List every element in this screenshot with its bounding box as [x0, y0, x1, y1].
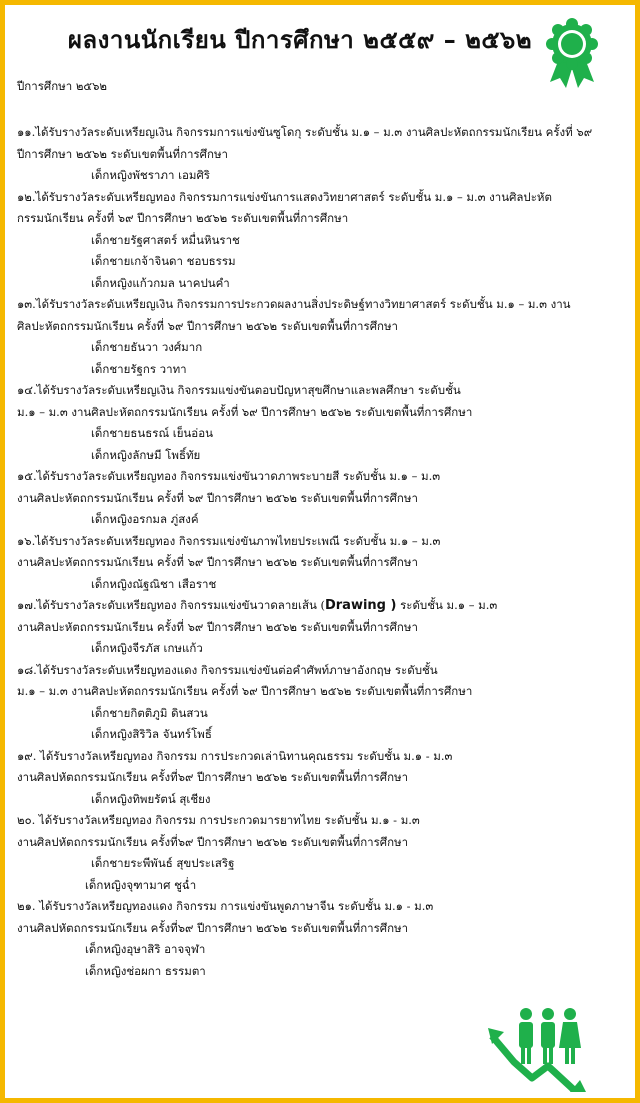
student-name: เด็กชายกิตติภูมิ ดินสวน — [91, 705, 208, 720]
award-line: ม.๑ – ม.๓ งานศิลปะหัตถกรรมนักเรียน ครั้งที่ ๖๙ ปีการศึกษา ๒๕๖๒ ระดับเขตพื้นที่การศึกษา — [17, 684, 473, 698]
student-name: เด็กหญิงจีรภัส เกษแก้ว — [91, 641, 203, 655]
award-entry-11 — [17, 122, 615, 187]
award-line-text: ระดับชั้น ม.๑ – ม.๓ — [396, 598, 498, 612]
student-name: เด็กหญิงสิริวิล จันทร์โพธิ์ — [91, 727, 212, 741]
award-line: ๑๘.ได้รับรางวัลระดับเหรียญทองแดง กิจกรรมแข่งขันต่อคำศัพท์ภาษาอังกฤษ ระดับชั้น — [17, 662, 438, 677]
student-name: เด็กหญิงอุษาสิริ อาจจุฬา — [85, 942, 206, 956]
student-name: เด็กหญิงพัชราภา เอมศิริ — [91, 168, 210, 182]
award-line: ๑๓.ได้รับรางวัลระดับเหรียญเงิน กิจกรรมการประกวดผลงานสิ่งประดิษฐ์ทางวิทยาศาสตร์ ระดับชั้น ม.๑ – ม.๓ งาน — [17, 297, 571, 311]
award-line: ม.๑ – ม.๓ งานศิลปะหัตถกรรมนักเรียน ครั้งที่ ๖๙ ปีการศึกษา ๒๕๖๒ ระดับเขตพื้นที่การศึกษา — [17, 404, 473, 419]
award-line: ๒๑. ได้รับรางวัลเหรียญทองแดง กิจกรรม การแข่งขันพูดภาษาจีน ระดับชั้น ม.๑ - ม.๓ — [17, 899, 434, 913]
student-name: เด็กชายธนธรณ์ เย็นอ่อน — [91, 426, 213, 440]
student-name: เด็กชายธันวา วงศ์มาก — [91, 340, 203, 354]
award-entry-13 — [17, 294, 615, 380]
award-line: งานศิลปะหัตถกรรมนักเรียน ครั้งที่ ๖๙ ปีการศึกษา ๒๕๖๒ ระดับเขตพื้นที่การศึกษา — [17, 490, 418, 505]
award-entry-21 — [17, 896, 615, 982]
award-line: งานศิลปะหัตถกรรมนักเรียน ครั้งที่ ๖๙ ปีการศึกษา ๒๕๖๒ ระดับเขตพื้นที่การศึกษา — [17, 619, 418, 634]
award-line: งานศิลปหัตถกรรมนักเรียน ครั้งที่๖๙ ปีการศึกษา ๒๕๖๒ ระดับเขตพื้นที่การศึกษา — [17, 834, 409, 849]
award-entry-19 — [17, 746, 615, 811]
award-line-text: ๑๗.ได้รับรางวัลระดับเหรียญทอง กิจกรรมแข่งขันวาดลายเส้น ( — [17, 598, 325, 612]
award-line: ๑๑.ได้รับรางวัลระดับเหรียญเงิน กิจกรรมการแข่งขันซูโดกุ ระดับชั้น ม.๑ – ม.๓ งานศิลปะหัตถกรรมนักเรียน ครั้งที่ ๖๙ — [17, 125, 593, 139]
student-name: เด็กหญิงช่อผกา ธรรมตา — [85, 963, 206, 978]
student-name: เด็กหญิงณัฐณิชา เสือราช — [91, 576, 217, 591]
drawing-label: Drawing ) — [324, 598, 397, 613]
award-line: งานศิลปหัตถกรรมนักเรียน ครั้งที่๖๙ ปีการศึกษา ๒๕๖๒ ระดับเขตพื้นที่การศึกษา — [17, 770, 409, 784]
student-name: เด็กชายรัฐกร วาทา — [91, 361, 187, 376]
award-ribbon-icon — [546, 18, 598, 90]
award-line: ๑๒.ได้รับรางวัลระดับเหรียญทอง กิจกรรมการแข่งขันการแสดงวิทยาศาสตร์ ระดับชั้น ม.๑ – ม.๓ งานศิลปะหัต — [17, 189, 552, 204]
award-entry-12 — [17, 187, 615, 295]
award-line: งานศิลปหัตถกรรมนักเรียน ครั้งที่๖๙ ปีการศึกษา ๒๕๖๒ ระดับเขตพื้นที่การศึกษา — [17, 920, 409, 935]
award-line: ๒๐. ได้รับรางวัลเหรียญทอง กิจกรรม การประกวดมารยาทไทย ระดับชั้น ม.๑ - ม.๓ — [17, 813, 420, 827]
student-name: เด็กหญิงแก้วกมล นาคปนคำ — [91, 275, 230, 290]
award-line: ปีการศึกษา ๒๕๖๒ ระดับเขตพื้นที่การศึกษา — [17, 146, 228, 161]
award-line: ๑๙. ได้รับรางวัลเหรียญทอง กิจกรรม การประกวดเล่านิทานคุณธรรม ระดับชั้น ม.๑ - ม.๓ — [17, 748, 453, 763]
award-entry-14 — [17, 380, 615, 466]
award-entry-20 — [17, 810, 615, 896]
award-line — [17, 595, 615, 617]
student-name: เด็กชายระพีพันธ์ สุขประเสริฐ — [91, 856, 235, 870]
student-name: เด็กหญิงอรกมล ภู่สงค์ — [91, 512, 199, 526]
award-line: ศิลปะหัตถกรรมนักเรียน ครั้งที่ ๖๙ ปีการศึกษา ๒๕๖๒ ระดับเขตพื้นที่การศึกษา — [17, 318, 398, 333]
award-line: ๑๕.ได้รับรางวัลระดับเหรียญทอง กิจกรรมแข่งขันวาดภาพระบายสี ระดับชั้น ม.๑ – ม.๓ — [17, 469, 441, 483]
student-name: เด็กหญิงจุฑามาศ ชูฉ่ำ — [85, 877, 197, 892]
student-name: เด็กหญิงทิพยรัตน์ สุเชียง — [91, 791, 211, 806]
award-entry-17 — [17, 595, 615, 660]
student-name: เด็กชายรัฐศาสตร์ หมื่นหินราช — [91, 232, 240, 247]
award-line: งานศิลปะหัตถกรรมนักเรียน ครั้งที่ ๖๙ ปีการศึกษา ๒๕๖๒ ระดับเขตพื้นที่การศึกษา — [17, 555, 418, 569]
award-line: ๑๔.ได้รับรางวัลระดับเหรียญเงิน กิจกรรมแข่งขันตอบปัญหาสุขศึกษาและพลศึกษา ระดับชั้น — [17, 383, 461, 397]
award-line: ๑๖.ได้รับรางวัลระดับเหรียญทอง กิจกรรมแข่งขันภาพไทยประเพณี ระดับชั้น ม.๑ – ม.๓ — [17, 533, 441, 548]
awards-list — [17, 122, 615, 982]
award-entry-16 — [17, 531, 615, 596]
growth-people-icon — [488, 1006, 588, 1092]
award-entry-15 — [17, 466, 615, 531]
student-name: เด็กหญิงลักษมี โพธิ์ทัย — [91, 447, 201, 462]
award-entry-18 — [17, 660, 615, 746]
student-name: เด็กชายเกจ้าจินดา ชอบธรรม — [91, 254, 236, 268]
page-title: ผลงานนักเรียน ปีการศึกษา ๒๕๕๙ – ๒๕๖๒ — [67, 26, 533, 54]
award-line: กรรมนักเรียน ครั้งที่ ๖๙ ปีการศึกษา ๒๕๖๒ ระดับเขตพื้นที่การศึกษา — [17, 211, 349, 225]
academic-year-heading: ปีการศึกษา ๒๕๖๒ — [17, 79, 108, 93]
